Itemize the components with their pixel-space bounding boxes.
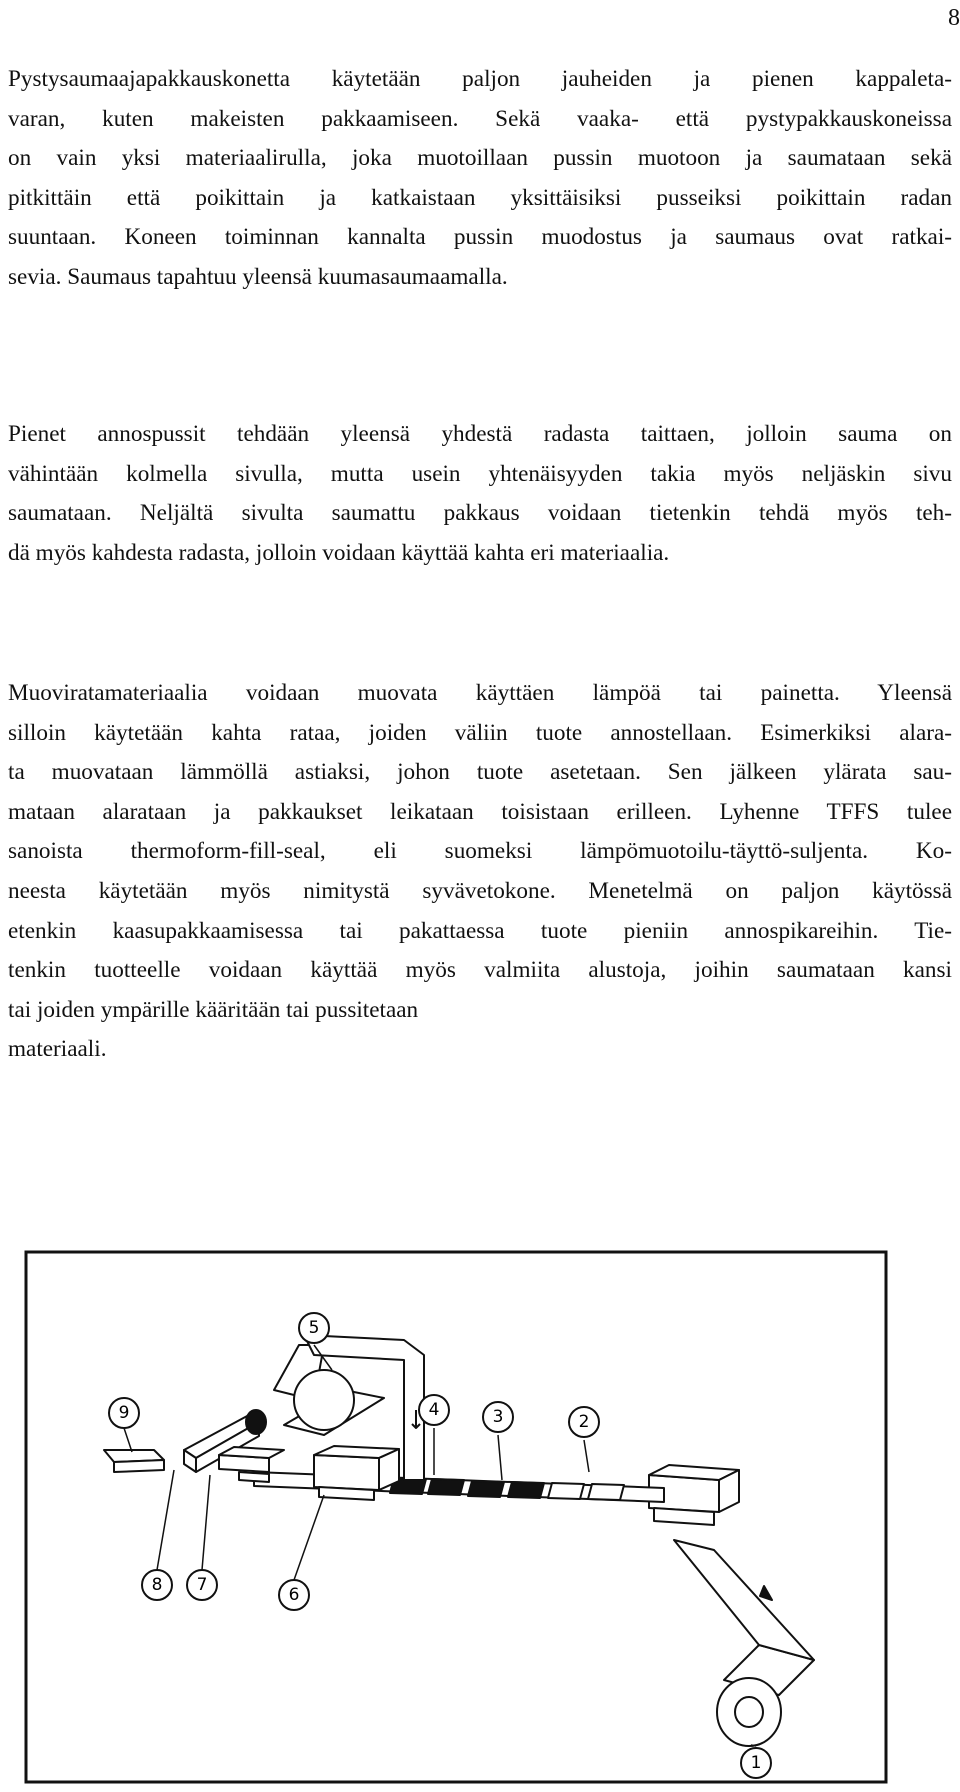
callout-2-label: 2 (578, 1412, 590, 1432)
text-line: sanoista thermoform-fill-seal, eli suomeksi lämpömuotoilu-täyttö-suljenta. Ko- (8, 838, 952, 865)
paragraph-1 (8, 60, 952, 298)
text-line: materiaali. (8, 1036, 107, 1063)
text-line: Pienet annospussit tehdään yleensä yhdestä radasta taittaen, jolloin sauma on (8, 421, 952, 447)
callout-1-label: 1 (750, 1753, 762, 1773)
text-line: sevia. Saumaus tapahtuu yleensä kuumasaumaamalla. (8, 263, 508, 290)
callout-3 (483, 1402, 513, 1432)
paragraph-text (8, 674, 952, 1070)
paragraph-2 (8, 415, 952, 573)
text-line: dä myös kahdesta radasta, jolloin voidaan käyttää kahta eri materiaalia. (8, 539, 670, 566)
text-line: saumataan. Neljältä sivulta saumattu pakkaus voidaan tietenkin tehdä myös teh- (8, 500, 952, 527)
callout-6-label: 6 (288, 1585, 300, 1605)
callout-9-label: 9 (118, 1403, 130, 1423)
text-line: pitkittäin että poikittain ja katkaistaan yksittäisiksi pusseiksi poikittain radan (8, 184, 952, 211)
text-line: vähintään kolmella sivulla, mutta usein yhtenäisyyden takia myös neljäskin sivu (8, 460, 952, 487)
callout-2 (569, 1407, 599, 1437)
callout-3-label: 3 (492, 1407, 504, 1427)
callout-1 (741, 1748, 771, 1778)
text-line: Pystysaumaajapakkauskonetta käytetään paljon jauheiden ja pienen kappaleta- (8, 66, 952, 92)
text-line: ta muovataan lämmöllä astiaksi, johon tuote asetetaan. Sen jälkeen ylärata sau- (8, 759, 952, 786)
callout-7 (187, 1570, 217, 1600)
text-line: etenkin kaasupakkaamisessa tai pakattaessa tuote pieniin annospikareihin. Tie- (8, 917, 952, 944)
paragraph-text (8, 415, 952, 573)
callout-9 (109, 1398, 139, 1428)
paragraph-3 (8, 674, 952, 1070)
text-line: tenkin tuotteelle voidaan käyttää myös valmiita alustoja, joihin saumataan kansi (8, 957, 952, 984)
text-line: Muoviratamateriaalia voidaan muovata käyttäen lämpöä tai painetta. Yleensä (8, 680, 952, 706)
callout-6 (279, 1580, 309, 1610)
callout-4-label: 4 (428, 1400, 440, 1420)
text-line: silloin käytetään kahta rataa, joiden väliin tuote annostellaan. Esimerkiksi alara- (8, 719, 952, 746)
web-direction-arrow (760, 1586, 772, 1600)
text-line: varan, kuten makeisten pakkaamiseen. Sekä vaaka- että pystypakkauskoneissa (8, 105, 952, 132)
text-line: tai joiden ympärille kääritään tai pussitetaan (8, 996, 419, 1023)
thermoform-machine-illustration (24, 1250, 888, 1786)
callout-8 (142, 1570, 172, 1600)
paragraph-text (8, 60, 952, 298)
text-line: neesta käytetään myös nimitystä syvävetokone. Menetelmä on paljon käytössä (8, 877, 952, 904)
callout-5-label: 5 (308, 1318, 320, 1338)
bottom-web-roll (717, 1645, 814, 1746)
callouts (109, 1313, 771, 1778)
page-number: 8 (948, 5, 960, 31)
cutting-unit (184, 1410, 284, 1482)
machine-figure (24, 1250, 888, 1786)
text-line: on vain yksi materiaalirulla, joka muotoillaan pussin muotoon ja saumataan sekä (8, 145, 952, 172)
text-line: suuntaan. Koneen toiminnan kannalta pussin muodostus ja saumaus ovat ratkai- (8, 224, 952, 251)
callout-4 (419, 1395, 449, 1425)
text-line: mataan alarataan ja pakkaukset leikataan toisistaan erilleen. Lyhenne TFFS tulee (8, 798, 952, 825)
callout-8-label: 8 (151, 1575, 163, 1595)
callout-7-label: 7 (196, 1575, 208, 1595)
machine-drawing (104, 1335, 814, 1746)
discharge-tray (104, 1450, 164, 1472)
callout-5 (299, 1313, 329, 1343)
lower-web-sheet (674, 1540, 814, 1660)
